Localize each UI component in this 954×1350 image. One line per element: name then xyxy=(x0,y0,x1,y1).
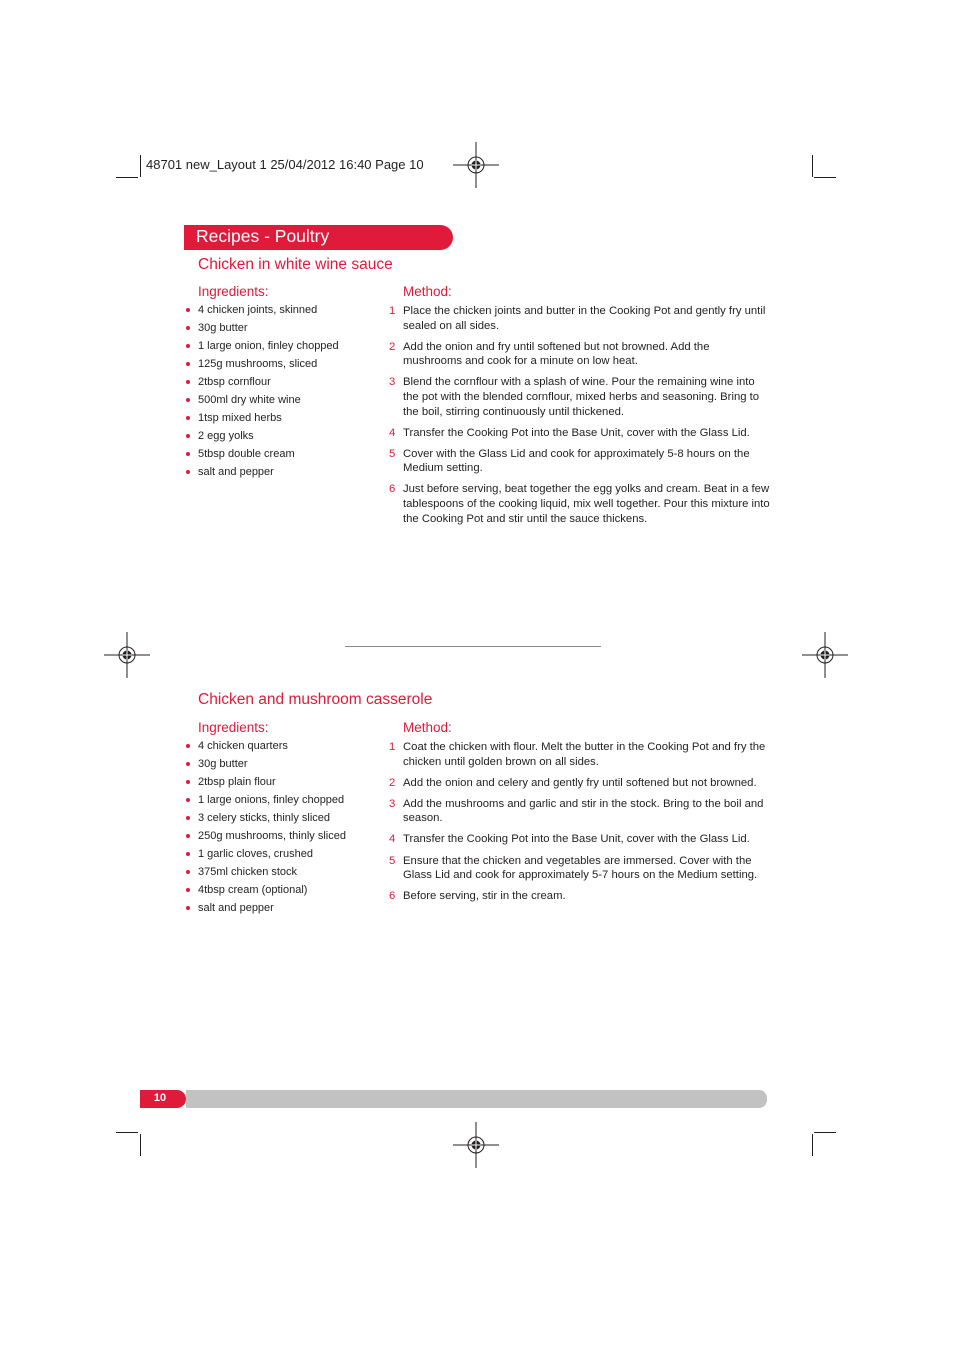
list-item xyxy=(184,846,346,864)
crop-mark xyxy=(140,155,141,177)
step-number: 2 xyxy=(389,340,396,353)
step-number: 1 xyxy=(389,305,396,317)
method-step xyxy=(386,375,770,419)
bullet-icon xyxy=(186,416,190,420)
method-step xyxy=(386,304,770,333)
list-item xyxy=(184,302,339,320)
crop-mark xyxy=(140,1134,141,1156)
ingredient-text: 4tbsp cream (optional) xyxy=(198,884,308,896)
method-step xyxy=(386,797,770,826)
print-slug: 48701 new_Layout 1 25/04/2012 16:40 Page 10 xyxy=(146,157,424,172)
step-text: Add the mushrooms and garlic and stir in the stock. Bring to the boil and season. xyxy=(403,797,764,825)
ingredient-text: 500ml dry white wine xyxy=(198,394,301,406)
registration-mark-icon xyxy=(453,1122,499,1168)
method-heading: Method: xyxy=(403,720,452,735)
ingredients-list xyxy=(184,738,346,918)
step-number: 3 xyxy=(389,376,396,389)
method-step xyxy=(386,854,770,883)
step-number: 5 xyxy=(389,447,396,460)
footer-bar xyxy=(186,1090,767,1108)
step-number: 3 xyxy=(389,797,396,810)
method-step xyxy=(386,889,770,904)
list-item xyxy=(184,756,346,774)
bullet-icon xyxy=(186,326,190,330)
list-item xyxy=(184,428,339,446)
step-number: 4 xyxy=(389,833,396,846)
bullet-icon xyxy=(186,308,190,312)
crop-mark xyxy=(814,177,836,178)
bullet-icon xyxy=(186,780,190,784)
method-list xyxy=(386,740,770,910)
page-number: 10 xyxy=(153,1092,167,1104)
method-step xyxy=(386,832,770,847)
list-item xyxy=(184,320,339,338)
bullet-icon xyxy=(186,362,190,366)
ingredient-text: 1tsp mixed herbs xyxy=(198,412,282,424)
ingredient-text: 1 large onion, finley chopped xyxy=(198,340,339,352)
method-step xyxy=(386,776,770,791)
bullet-icon xyxy=(186,906,190,910)
bullet-icon xyxy=(186,816,190,820)
step-number: 4 xyxy=(389,426,396,439)
step-text: Cover with the Glass Lid and cook for approximately 5-8 hours on the Medium setting. xyxy=(403,447,750,475)
method-list xyxy=(386,304,770,533)
bullet-icon xyxy=(186,398,190,402)
registration-mark-icon xyxy=(802,632,848,678)
ingredient-text: 1 large onions, finley chopped xyxy=(198,794,345,806)
method-heading: Method: xyxy=(403,284,452,299)
ingredients-list xyxy=(184,302,339,482)
crop-mark xyxy=(812,1134,813,1156)
step-text: Transfer the Cooking Pot into the Base Unit, cover with the Glass Lid. xyxy=(403,426,750,439)
list-item xyxy=(184,356,339,374)
bullet-icon xyxy=(186,744,190,748)
ingredient-text: 375ml chicken stock xyxy=(198,866,298,878)
step-text: Add the onion and fry until softened but not browned. Add the mushrooms and cook for a minute on low heat. xyxy=(403,340,710,368)
list-item xyxy=(184,738,346,756)
crop-mark xyxy=(814,1132,836,1133)
step-text: Just before serving, beat together the egg yolks and cream. Beat in a few tablespoons of the cooking liquid, mix well together. Pour this mixture into the Cooking Pot and stir until the sauce thickens. xyxy=(403,483,770,525)
crop-mark xyxy=(116,177,138,178)
list-item xyxy=(184,792,346,810)
list-item xyxy=(184,374,339,392)
section-banner xyxy=(184,225,453,250)
method-step xyxy=(386,426,770,441)
method-step xyxy=(386,482,770,526)
step-text: Place the chicken joints and butter in the Cooking Pot and gently fry until sealed on all sides. xyxy=(403,305,766,332)
bullet-icon xyxy=(186,888,190,892)
list-item xyxy=(184,900,346,918)
bullet-icon xyxy=(186,452,190,456)
step-number: 6 xyxy=(389,890,396,903)
list-item xyxy=(184,392,339,410)
ingredient-text: 4 chicken quarters xyxy=(198,740,288,752)
ingredient-text: salt and pepper xyxy=(198,902,274,914)
method-step xyxy=(386,340,770,369)
list-item xyxy=(184,410,339,428)
step-text: Before serving, stir in the cream. xyxy=(403,890,566,903)
step-number: 2 xyxy=(389,776,396,789)
crop-mark xyxy=(116,1132,138,1133)
ingredient-text: 30g butter xyxy=(198,322,248,334)
step-text: Ensure that the chicken and vegetables are immersed. Cover with the Glass Lid and cook for approximately 5-7 hours on the Medium setting. xyxy=(403,854,758,882)
list-item xyxy=(184,464,339,482)
bullet-icon xyxy=(186,852,190,856)
ingredient-text: 250g mushrooms, thinly sliced xyxy=(198,830,346,842)
list-item xyxy=(184,828,346,846)
ingredient-text: 3 celery sticks, thinly sliced xyxy=(198,812,331,824)
recipe-divider xyxy=(345,646,601,647)
crop-mark xyxy=(812,155,813,177)
step-number: 5 xyxy=(389,854,396,867)
recipe-title: Chicken in white wine sauce xyxy=(198,256,393,273)
ingredient-text: 1 garlic cloves, crushed xyxy=(198,848,313,860)
bullet-icon xyxy=(186,762,190,766)
bullet-icon xyxy=(186,470,190,474)
section-title: Recipes - Poultry xyxy=(196,226,330,246)
step-text: Add the onion and celery and gently fry until softened but not browned. xyxy=(403,776,757,789)
list-item xyxy=(184,810,346,828)
list-item xyxy=(184,338,339,356)
step-number: 1 xyxy=(389,741,396,753)
ingredient-text: salt and pepper xyxy=(198,466,274,478)
registration-mark-icon xyxy=(453,142,499,188)
registration-mark-icon xyxy=(104,632,150,678)
ingredients-heading: Ingredients: xyxy=(198,720,269,735)
recipe-title: Chicken and mushroom casserole xyxy=(198,691,433,708)
method-step xyxy=(386,740,770,769)
ingredient-text: 2tbsp plain flour xyxy=(198,776,276,788)
list-item xyxy=(184,774,346,792)
step-text: Blend the cornflour with a splash of wine. Pour the remaining wine into the pot with the blended cornflour, mixed herbs and seasoning. Bring to the boil, stirring continuously until thickened. xyxy=(403,376,760,418)
list-item xyxy=(184,864,346,882)
list-item xyxy=(184,882,346,900)
bullet-icon xyxy=(186,380,190,384)
bullet-icon xyxy=(186,798,190,802)
ingredient-text: 5tbsp double cream xyxy=(198,448,295,460)
page-number-tab xyxy=(140,1090,186,1108)
step-text: Coat the chicken with flour. Melt the butter in the Cooking Pot and fry the chicken until golden brown on all sides. xyxy=(403,741,766,768)
bullet-icon xyxy=(186,870,190,874)
bullet-icon xyxy=(186,344,190,348)
list-item xyxy=(184,446,339,464)
step-number: 6 xyxy=(389,483,396,496)
ingredient-text: 4 chicken joints, skinned xyxy=(198,304,318,316)
ingredient-text: 2 egg yolks xyxy=(198,430,254,442)
ingredient-text: 125g mushrooms, sliced xyxy=(198,358,318,370)
bullet-icon xyxy=(186,834,190,838)
method-step xyxy=(386,447,770,476)
step-text: Transfer the Cooking Pot into the Base Unit, cover with the Glass Lid. xyxy=(403,833,750,846)
ingredient-text: 2tbsp cornflour xyxy=(198,376,271,388)
ingredient-text: 30g butter xyxy=(198,758,248,770)
ingredients-heading: Ingredients: xyxy=(198,284,269,299)
bullet-icon xyxy=(186,434,190,438)
